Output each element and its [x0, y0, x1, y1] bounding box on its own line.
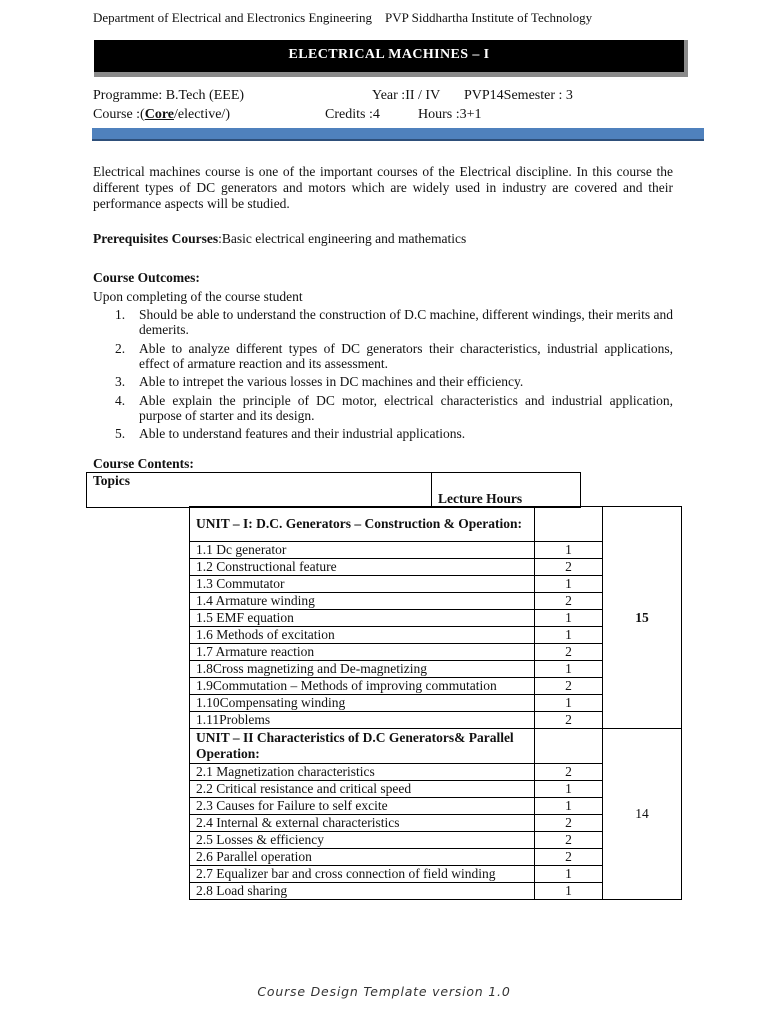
hours-cell: 2 [535, 712, 603, 729]
hours-cell: 2 [535, 559, 603, 576]
divider-bar [92, 128, 704, 141]
outcome-number: 1. [115, 307, 126, 322]
course-type [93, 107, 230, 123]
outcome-item [115, 426, 673, 441]
topic-cell: 2.3 Causes for Failure to self excite [190, 798, 535, 815]
outcome-number: 5. [115, 426, 126, 441]
topic-cell: 1.3 Commutator [190, 576, 535, 593]
hours-cell: 1 [535, 695, 603, 712]
prerequisites [93, 231, 673, 247]
topic-cell: 1.1 Dc generator [190, 542, 535, 559]
topic-cell: 1.11Problems [190, 712, 535, 729]
contents-header-table [86, 472, 581, 508]
hours-cell: 1 [535, 866, 603, 883]
outcome-number: 2. [115, 340, 126, 356]
hours-cell: 2 [535, 832, 603, 849]
topic-cell: 1.5 EMF equation [190, 610, 535, 627]
topic-cell: 2.6 Parallel operation [190, 849, 535, 866]
unit-hours-empty [535, 507, 603, 542]
hours-cell: 2 [535, 593, 603, 610]
hours-cell: 1 [535, 781, 603, 798]
hours-cell: 1 [535, 661, 603, 678]
semester: PVP14Semester : 3 [464, 88, 573, 103]
outcome-number: 3. [115, 374, 126, 389]
column-topics-header: Topics [87, 473, 432, 508]
topic-cell: 1.7 Armature reaction [190, 644, 535, 661]
outcome-item [115, 392, 673, 423]
unit-1-title: UNIT – I: D.C. Generators – Construction & Operation: [190, 507, 535, 542]
department-name: Department of Electrical and Electronics Engineering [93, 10, 373, 25]
hours: Hours :3+1 [418, 107, 482, 122]
course-type-prefix: Course :( [93, 107, 145, 122]
outcomes-intro: Upon completing of the course student [93, 289, 303, 304]
column-hours-header: Lecture Hours [432, 473, 581, 508]
topic-cell: 2.7 Equalizer bar and cross connection of field winding [190, 866, 535, 883]
outcome-item [115, 374, 673, 389]
hours-cell: 2 [535, 644, 603, 661]
topic-cell: 1.10Compensating winding [190, 695, 535, 712]
outcome-item [115, 340, 673, 371]
hours-cell: 2 [535, 678, 603, 695]
topic-cell: 1.4 Armature winding [190, 593, 535, 610]
outcome-text: Able to understand features and their industrial applications. [139, 426, 466, 441]
topic-cell: 2.5 Losses & efficiency [190, 832, 535, 849]
topic-cell: 2.4 Internal & external characteristics [190, 815, 535, 832]
course-type-suffix: /elective/) [174, 107, 230, 122]
hours-cell: 2 [535, 849, 603, 866]
unit-1-total-hours: 15 [603, 507, 682, 729]
outcomes-list [115, 307, 673, 445]
course-title-bar [94, 40, 688, 77]
topic-cell: 1.2 Constructional feature [190, 559, 535, 576]
hours-cell: 1 [535, 610, 603, 627]
programme: Programme: B.Tech (EEE) [93, 88, 245, 103]
credits: Credits :4 [325, 107, 380, 122]
institute-name: PVP Siddhartha Institute of Technology [385, 10, 593, 25]
topic-cell: 2.1 Magnetization characteristics [190, 764, 535, 781]
outcomes-heading: Course Outcomes: [93, 270, 200, 285]
topic-cell: 2.8 Load sharing [190, 883, 535, 900]
hours-cell: 1 [535, 798, 603, 815]
unit-row [190, 729, 682, 764]
topic-cell: 1.6 Methods of excitation [190, 627, 535, 644]
course-title: ELECTRICAL MACHINES – I [288, 47, 490, 62]
hours-cell: 1 [535, 883, 603, 900]
outcome-text: Able to intrepet the various losses in DC machines and their efficiency. [139, 374, 524, 389]
outcome-text: Able to analyze different types of DC generators their characteristics, industrial applications, effect of armature reaction and its assessment. [139, 340, 673, 371]
hours-cell: 2 [535, 764, 603, 781]
unit-hours-empty [535, 729, 603, 764]
prerequisites-label: Prerequisites Courses [93, 231, 219, 246]
outcome-item [115, 307, 673, 337]
hours-cell: 1 [535, 542, 603, 559]
outcome-text: Should be able to understand the construction of D.C machine, different windings, their merits and demerits. [139, 307, 673, 337]
unit-2-total-hours: 14 [603, 729, 682, 900]
unit-row [190, 507, 682, 542]
topic-cell: 1.8Cross magnetizing and De-magnetizing [190, 661, 535, 678]
course-description: Electrical machines course is one of the important courses of the Electrical discipline. In this course the different types of DC generators and motors which are widely used in industry are covered and their performance aspects will be studied. [93, 164, 673, 211]
hours-cell: 2 [535, 815, 603, 832]
year: Year :II / IV [372, 88, 441, 103]
unit-2-title: UNIT – II Characteristics of D.C Generators& Parallel Operation: [190, 729, 535, 764]
hours-cell: 1 [535, 627, 603, 644]
contents-heading: Course Contents: [93, 456, 194, 471]
page-header [93, 10, 592, 26]
outcome-text: Able explain the principle of DC motor, electrical characteristics and industrial application, purpose of starter and its design. [139, 392, 673, 423]
outcome-number: 4. [115, 392, 126, 408]
hours-cell: 1 [535, 576, 603, 593]
contents-table [189, 506, 682, 900]
prerequisites-text: :Basic electrical engineering and mathematics [218, 231, 467, 246]
page-footer: Course Design Template version 1.0 [257, 984, 511, 999]
course-type-core: Core [144, 107, 175, 122]
topic-cell: 1.9Commutation – Methods of improving commutation [190, 678, 535, 695]
topic-cell: 2.2 Critical resistance and critical speed [190, 781, 535, 798]
